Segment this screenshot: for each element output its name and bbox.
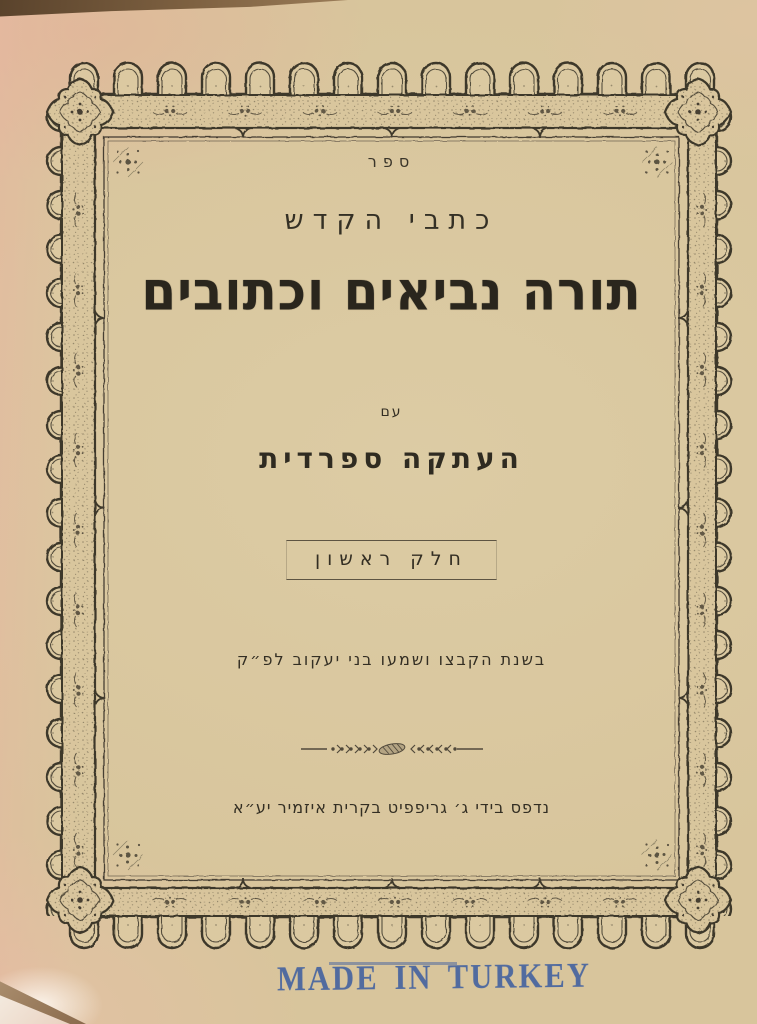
part-label: חלק ראשון: [286, 540, 497, 580]
divider-ornament: [297, 736, 487, 762]
part-box: [104, 540, 679, 580]
subtitle: העתקה ספרדית: [259, 442, 524, 475]
conjunction-word: עם: [380, 404, 403, 420]
title-page-content: [104, 137, 679, 880]
made-in-turkey-stamp: [276, 956, 592, 999]
imprint-line: נדפס בידי ג׳ גריפפיט בקרית איזמיר יע״א: [232, 798, 551, 817]
main-title: תורה נביאים וכתובים: [141, 258, 642, 323]
collection-title: כתבי הקדש: [284, 205, 499, 236]
series-label: ספר: [367, 152, 416, 171]
chronogram-line: בשנת הקבצו ושמעו בני יעקוב לפ״ק: [236, 650, 547, 669]
stamp-text: MADE IN TURKEY: [276, 956, 592, 999]
